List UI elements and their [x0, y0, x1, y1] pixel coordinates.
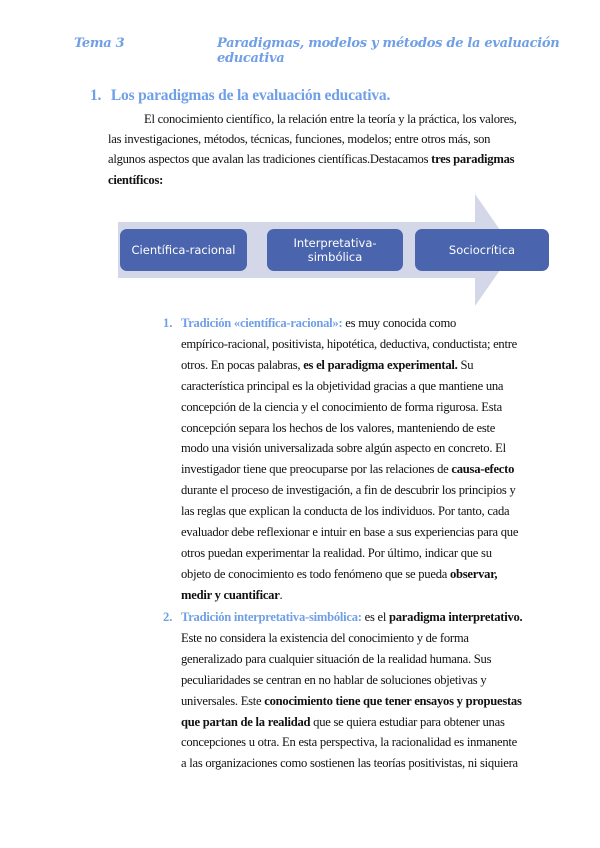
- text-line: [181, 567, 497, 582]
- bold-text: observar,: [449, 566, 498, 581]
- text-run: durante el proceso de investigación, a fin de descubrir los principios y: [181, 483, 516, 498]
- text-run: modo una visión universalizada sobre algún aspecto en concreto. El: [181, 441, 506, 456]
- text-run: que se quiera estudiar para obtener unas: [310, 714, 505, 729]
- text-line: [181, 400, 502, 415]
- text-line: [181, 652, 491, 667]
- list-number: 2.: [163, 610, 173, 624]
- text-line: [181, 337, 517, 352]
- text-run: otros puedan experimentar la realidad. Por último, indicar que su: [181, 545, 492, 560]
- text-line: [181, 379, 503, 394]
- text-line: [108, 173, 163, 188]
- bold-text: es el paradigma experimental.: [303, 357, 458, 372]
- step-interpretativa-simbolica: Interpretativa-simbólica: [267, 229, 403, 271]
- text-line: [181, 358, 473, 373]
- text-line: [181, 441, 506, 456]
- text-run: a las organizaciones como sostienen las teorías positivistas, ni siquiera: [181, 756, 518, 771]
- text-run: empírico-racional, positivista, hipotética, deductiva, conductista; entre: [181, 336, 518, 351]
- text-line: [181, 588, 282, 603]
- text-run: es muy conocida como: [342, 316, 457, 330]
- text-run: generalizado para cualquier situación de la realidad humana. Sus: [181, 651, 492, 666]
- item-title: Tradición «científica-racional»:: [181, 316, 343, 330]
- text-line: [108, 152, 514, 167]
- text-line: [181, 631, 469, 646]
- text-run: las investigaciones, métodos, técnicas, funciones, modelos; entre otros más, son: [108, 132, 491, 147]
- section-title: Los paradigmas de la evaluación educativa.: [110, 87, 391, 104]
- paradigms-diagram: [118, 194, 554, 306]
- bold-text: conocimiento tiene que tener ensayos y propuestas: [264, 693, 522, 708]
- text-run: .: [279, 587, 283, 602]
- text-line: [181, 504, 509, 519]
- text-run: evaluador debe reflexionar e intuir en base a sus experiencias para que: [181, 525, 519, 539]
- header-title: Paradigmas, modelos y métodos de la evaluación educativa: [217, 36, 560, 66]
- text-run: algunos aspectos que avalan las tradiciones científicas.Destacamos: [108, 152, 432, 167]
- text-run: otros. En pocas palabras,: [181, 357, 304, 372]
- text-line: [181, 735, 517, 750]
- section-number: 1.: [90, 87, 102, 104]
- text-line: [108, 132, 490, 147]
- text-run: El conocimiento científico, la relación entre la teoría y la práctica, los valores,: [144, 112, 517, 126]
- header-topic: Tema 3: [74, 36, 125, 51]
- item-title: Tradición interpretativa-simbólica:: [181, 610, 362, 624]
- bold-text: tres paradigmas: [431, 152, 515, 167]
- text-run: universales. Este: [181, 693, 265, 708]
- text-run: concepción de la ciencia y el conocimiento de forma rigurosa. Esta: [181, 399, 502, 414]
- text-run: Este no considera la existencia del conocimiento y de forma: [181, 630, 469, 645]
- text-run: característica principal es la objetividad gracias a que mantiene una: [181, 378, 504, 393]
- text-line: [181, 694, 522, 709]
- text-run: objeto de conocimiento es todo fenómeno que se pueda: [181, 566, 450, 581]
- step-cientifica-racional: Científica-racional: [120, 229, 247, 271]
- text-line: [181, 756, 518, 771]
- section-heading: [90, 87, 390, 105]
- text-line: [181, 525, 518, 540]
- list-number: 1.: [163, 316, 173, 330]
- step-sociocritica: Sociocrítica: [415, 229, 549, 271]
- text-line: [181, 546, 492, 561]
- text-run: concepción separa los hechos de los valores, manteniendo de este: [181, 420, 496, 435]
- bold-text: causa-efecto: [451, 462, 515, 477]
- text-line: [181, 316, 456, 331]
- text-run: es el: [361, 610, 389, 624]
- text-line: [181, 483, 516, 498]
- text-run: Su: [457, 357, 474, 372]
- bold-text: científicos:: [108, 172, 164, 187]
- bold-text: que partan de la realidad: [181, 714, 311, 729]
- text-line: [144, 112, 517, 127]
- text-line: [181, 610, 522, 625]
- bold-text: medir y cuantificar: [181, 587, 280, 602]
- text-run: concepciones u otra. En esta perspectiva, la racionalidad es inmanente: [181, 735, 518, 750]
- text-run: las reglas que explican la conducta de los individuos. Por tanto, cada: [181, 504, 510, 519]
- text-run: investigador tiene que preocuparse por las relaciones de: [181, 462, 452, 477]
- text-run: peculiaridades se centran en no hablar de soluciones objetivas y: [181, 672, 487, 687]
- text-line: [181, 462, 514, 477]
- text-line: [181, 673, 486, 688]
- bold-text: paradigma interpretativo.: [389, 610, 523, 624]
- text-line: [181, 421, 495, 436]
- text-line: [181, 715, 505, 730]
